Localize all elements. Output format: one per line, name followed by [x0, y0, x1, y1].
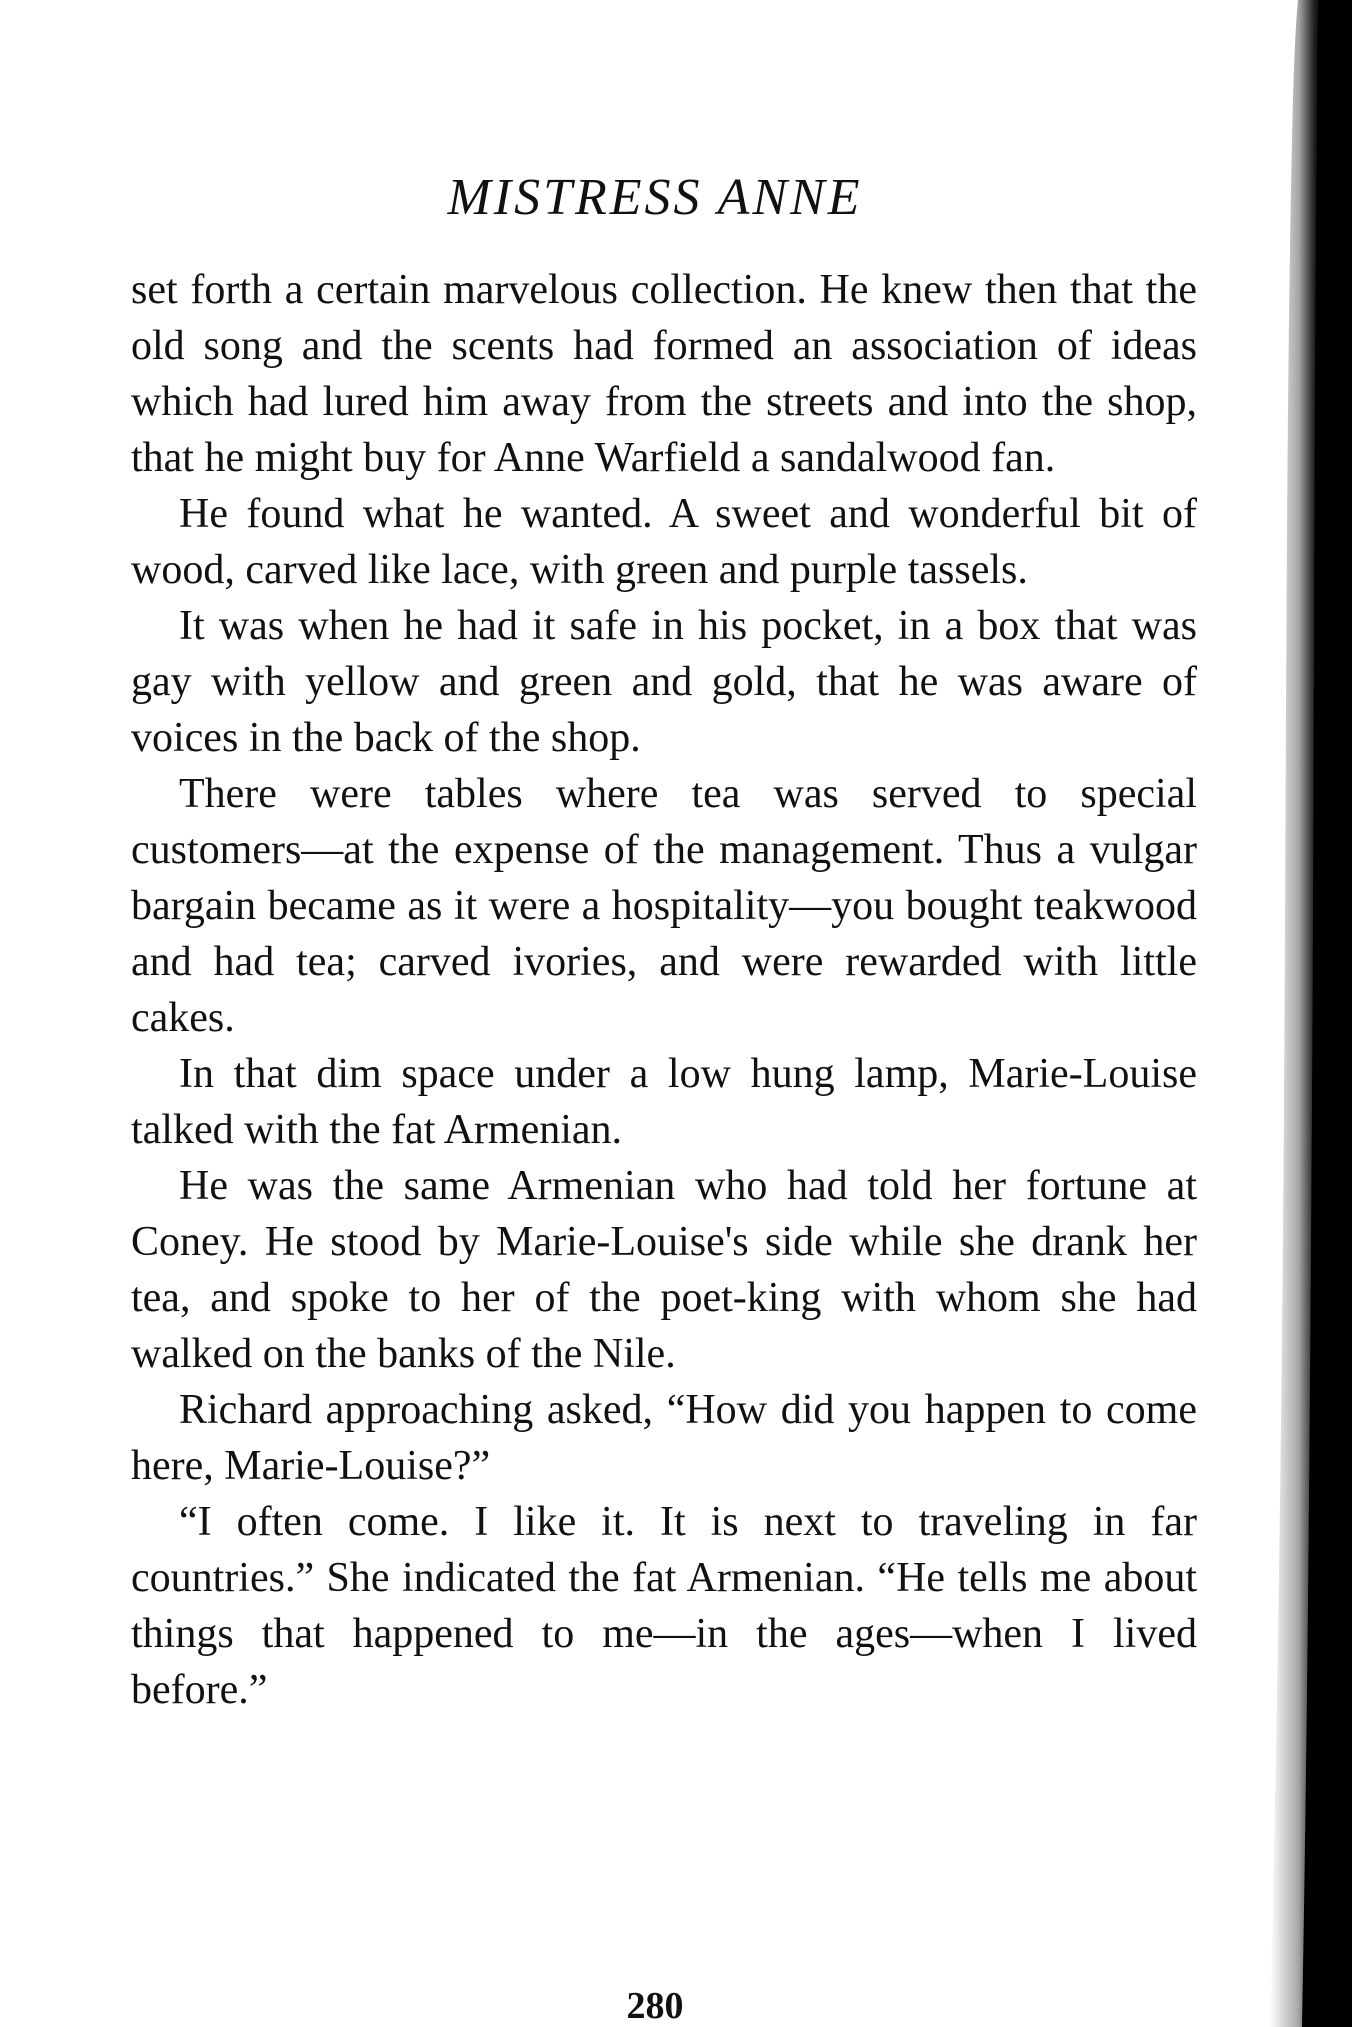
paragraph-3: It was when he had it safe in his pocket, in a box that was gay with yellow and green and gold, that he was aware of voices in the back of the shop.: [131, 603, 1197, 761]
paragraph-4: There were tables where tea was served to special customers—at the expense of the management. Thus a vulgar bargain became as it were a hospitality—you bought teakwood and had tea; carved ivories, and were rewarded with little cakes.: [131, 771, 1197, 1041]
paragraph-2: He found what he wanted. A sweet and wonderful bit of wood, carved like lace, with green and purple tassels.: [131, 491, 1197, 593]
paragraph-6: He was the same Armenian who had told her fortune at Coney. He stood by Marie-Louise's side while she drank her tea, and spoke to her of the poet-king with whom she had walked on the banks of the Nile.: [131, 1163, 1197, 1377]
binding-shadow: [1230, 0, 1352, 2027]
paragraph-5: In that dim space under a low hung lamp, Marie-Louise talked with the fat Armenian.: [131, 1051, 1197, 1153]
paragraph-7: Richard approaching asked, “How did you happen to come here, Marie-Louise?”: [131, 1387, 1197, 1489]
running-head: MISTRESS ANNE: [447, 169, 863, 226]
paragraph-8: “I often come. I like it. It is next to traveling in far countries.” She indicated the fat Armenian. “He tells me about things that happened to me—in the ages—when I lived before.”: [131, 1499, 1197, 1713]
page-number: 280: [626, 1985, 684, 2027]
paragraph-1: set forth a certain marvelous collection. He knew then that the old song and the scents had formed an association of ideas which had lured him away from the streets and into the shop, that he might buy for Anne Warfield a sandalwood fan.: [131, 267, 1197, 481]
body-text: [131, 262, 1197, 1718]
